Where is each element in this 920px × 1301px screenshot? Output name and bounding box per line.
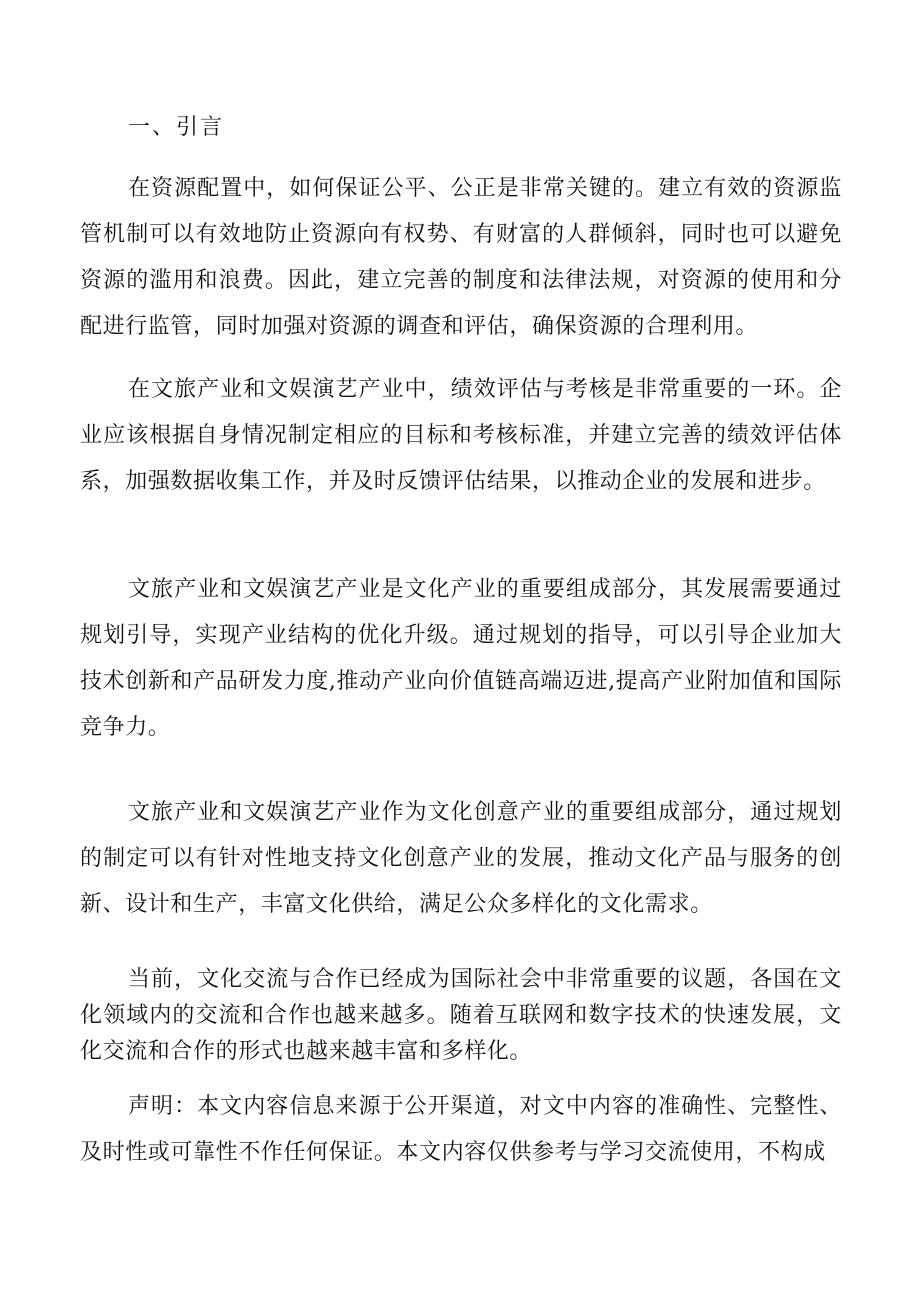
paragraph-performance-evaluation: 在文旅产业和文娱演艺产业中，绩效评估与考核是非常重要的一环。企业应该根据自身情况制定相应的目标和考核标准，并建立完善的绩效评估体系，加强数据收集工作，并及时反馈评估结果，以推动企业的发展和进步。 — [80, 377, 842, 494]
paragraph-planning-guidance: 文旅产业和文娱演艺产业是文化产业的重要组成部分，其发展需要通过规划引导，实现产业结构的优化升级。通过规划的指导，可以引导企业加大技术创新和产品研发力度,推动产业向价值链高端迈进,提高产业附加值和国际竞争力。 — [80, 577, 842, 740]
paragraph-creative-industry: 文旅产业和文娱演艺产业作为文化创意产业的重要组成部分，通过规划的制定可以有针对性地支持文化创意产业的发展，推动文化产品与服务的创新、设计和生产，丰富文化供给，满足公众多样化的文化需求。 — [80, 800, 842, 917]
paragraph-cultural-exchange: 当前，文化交流与合作已经成为国际社会中非常重要的议题，各国在文化领域内的交流和合作也越来越多。随着互联网和数字技术的快速发展，文化交流和合作的形式也越来越丰富和多样化。 — [80, 967, 842, 1064]
section-heading: 一、引言 — [128, 115, 225, 140]
paragraph-disclaimer: 声明：本文内容信息来源于公开渠道，对文中内容的准确性、完整性、及时性或可靠性不作任何保证。本文内容仅供参考与学习交流使用，不构成 — [80, 1094, 842, 1165]
paragraph-resource-allocation: 在资源配置中，如何保证公平、公正是非常关键的。建立有效的资源监管机制可以有效地防止资源向有权势、有财富的人群倾斜，同时也可以避免资源的滥用和浪费。因此，建立完善的制度和法律法规，对资源的使用和分配进行监管，同时加强对资源的调查和评估，确保资源的合理利用。 — [80, 176, 842, 339]
